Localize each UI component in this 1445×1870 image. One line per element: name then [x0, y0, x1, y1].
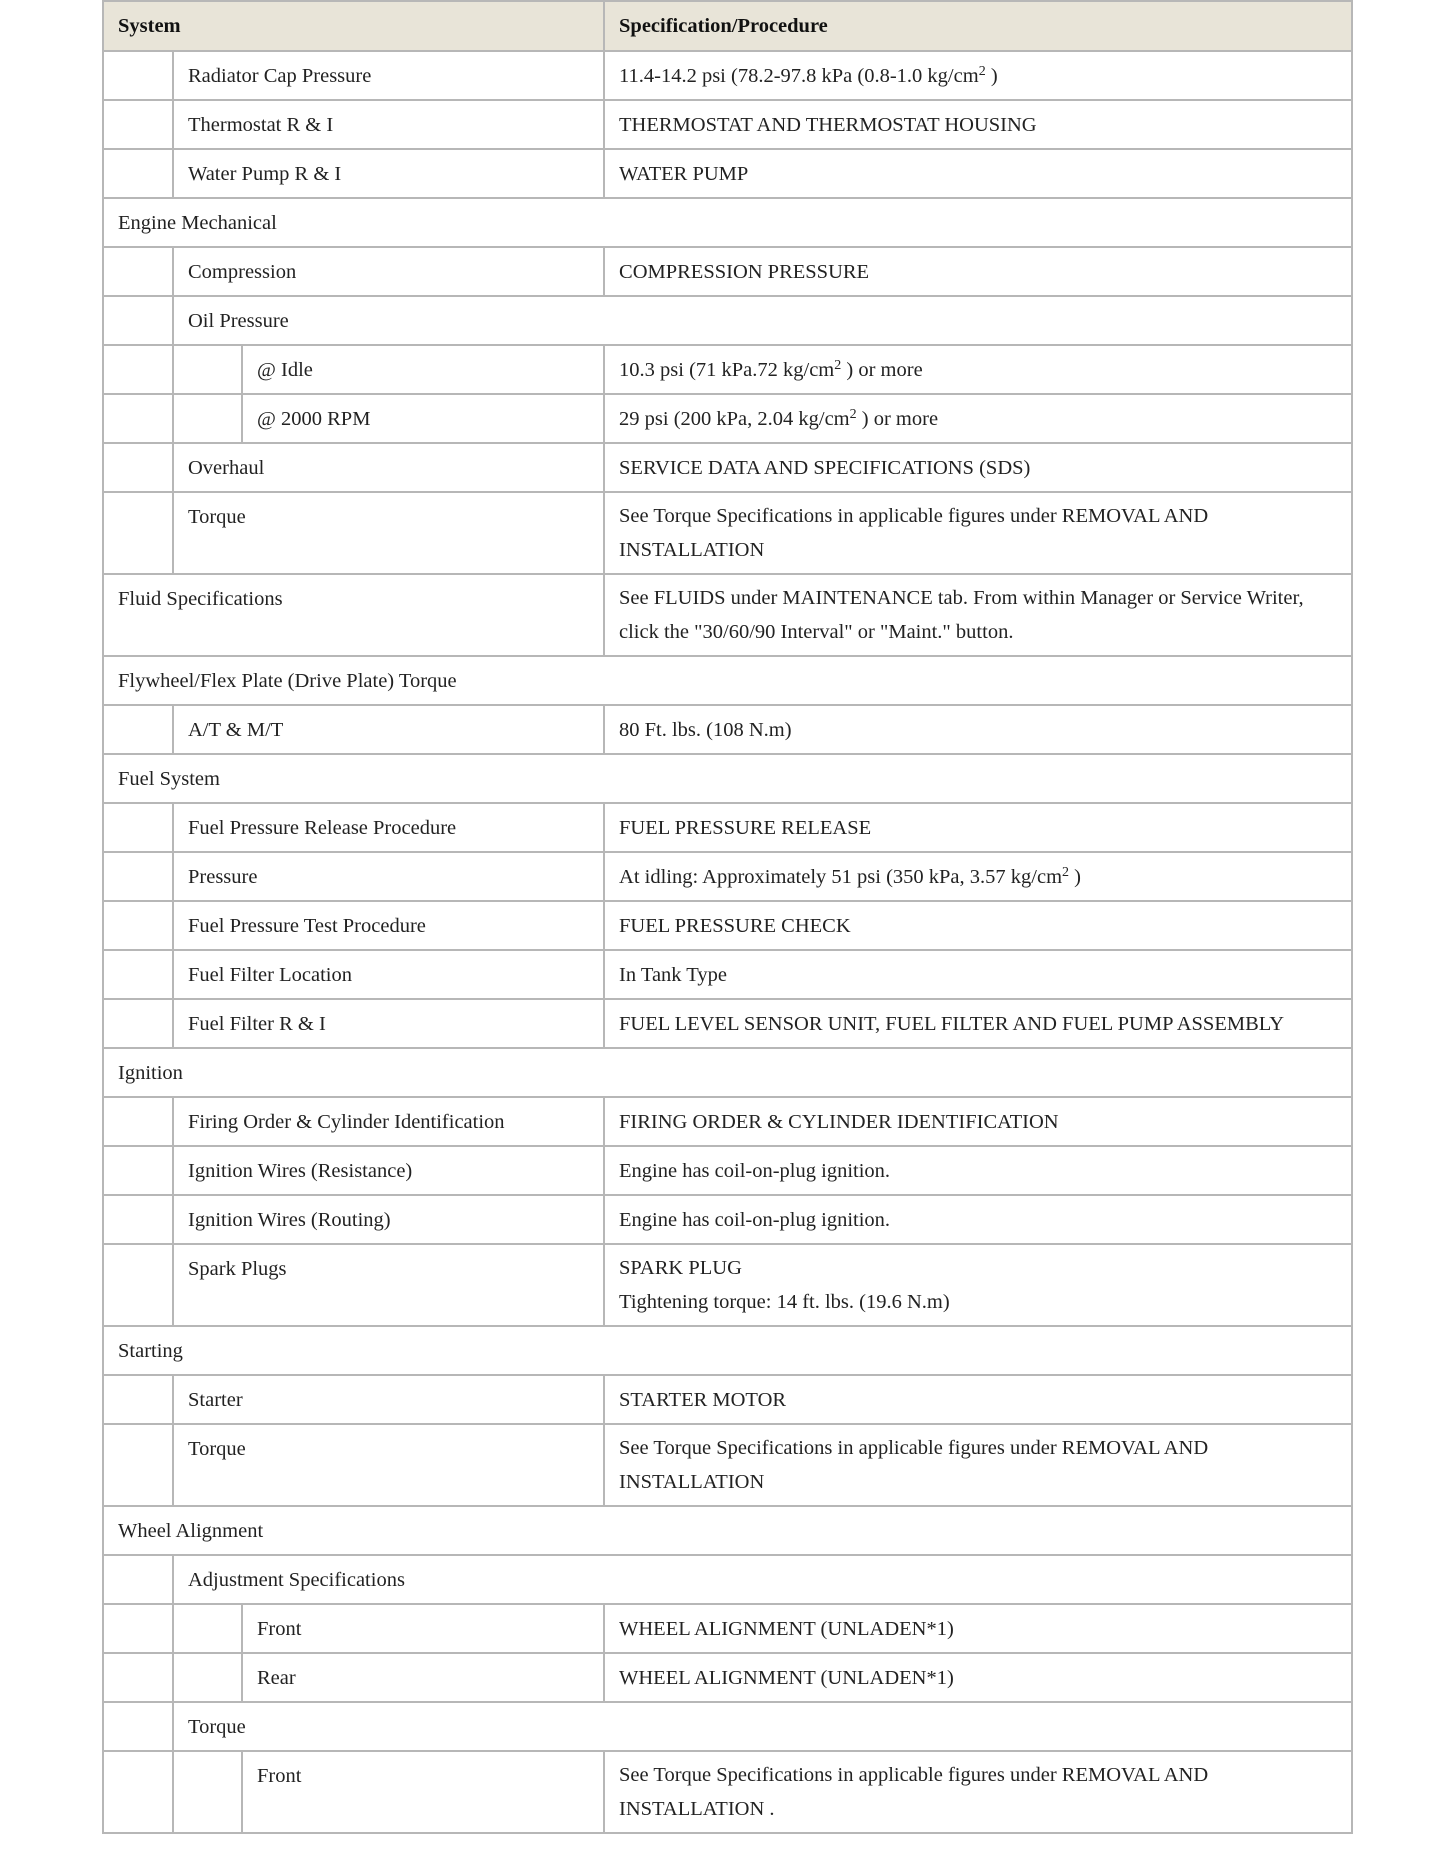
- value-text: WHEEL ALIGNMENT (UNLADEN*1): [619, 1617, 954, 1640]
- row-label: Fuel Pressure Release Procedure: [173, 803, 604, 852]
- row-value: [604, 901, 1352, 950]
- row-label: Torque: [173, 492, 604, 574]
- value-tail: ): [1069, 865, 1081, 888]
- table-row: [103, 100, 1352, 149]
- row-label: Starter: [173, 1375, 604, 1424]
- row-label: Engine Mechanical: [103, 198, 1352, 247]
- row-value: [604, 51, 1352, 100]
- indent-cell: [103, 100, 173, 149]
- table-row: [103, 1751, 1352, 1833]
- indent-cell: [103, 705, 173, 754]
- value-superscript: 2: [1062, 864, 1070, 880]
- spec-table: [102, 0, 1353, 1834]
- table-row: [103, 1375, 1352, 1424]
- row-label: Starting: [103, 1326, 1352, 1375]
- value-text: At idling: Approximately 51 psi (350 kPa, 3.57 kg/cm: [619, 865, 1063, 888]
- row-label: Pressure: [173, 852, 604, 901]
- value-text: FUEL PRESSURE CHECK: [619, 914, 851, 937]
- indent-cell: [103, 492, 173, 574]
- row-value: [604, 1097, 1352, 1146]
- value-text: STARTER MOTOR: [619, 1388, 787, 1411]
- row-label: Fluid Specifications: [103, 574, 604, 656]
- row-label: @ Idle: [242, 345, 604, 394]
- value-text: See Torque Specifications in applicable figures under REMOVAL AND INSTALLATION: [619, 1437, 1209, 1493]
- indent-cell: [173, 1751, 242, 1833]
- value-text: See Torque Specifications in applicable figures under REMOVAL AND INSTALLATION .: [619, 1764, 1209, 1820]
- row-value: [604, 1604, 1352, 1653]
- row-value: [604, 1244, 1352, 1326]
- table-row: [103, 1146, 1352, 1195]
- row-label: Spark Plugs: [173, 1244, 604, 1326]
- indent-cell: [103, 1702, 173, 1751]
- row-label: Water Pump R & I: [173, 149, 604, 198]
- value-tail: ) or more: [856, 407, 939, 430]
- row-label: Overhaul: [173, 443, 604, 492]
- row-label: Oil Pressure: [173, 296, 1352, 345]
- row-label: Front: [242, 1751, 604, 1833]
- table-row: [103, 950, 1352, 999]
- value-text: Engine has coil-on-plug ignition.: [619, 1208, 891, 1231]
- indent-cell: [103, 149, 173, 198]
- table-row: [103, 51, 1352, 100]
- row-value: [604, 705, 1352, 754]
- value-text: SERVICE DATA AND SPECIFICATIONS (SDS): [619, 456, 1031, 479]
- row-label: Fuel System: [103, 754, 1352, 803]
- indent-cell: [103, 1424, 173, 1506]
- row-value: [604, 247, 1352, 296]
- table-header-row: [103, 1, 1352, 51]
- indent-cell: [103, 803, 173, 852]
- value-text: WHEEL ALIGNMENT (UNLADEN*1): [619, 1666, 954, 1689]
- table-row: [103, 345, 1352, 394]
- row-value: [604, 574, 1352, 656]
- table-row: [103, 1702, 1352, 1751]
- value-line2: Tightening torque: 14 ft. lbs. (19.6 N.m): [619, 1291, 950, 1313]
- row-value: [604, 100, 1352, 149]
- row-value: [604, 443, 1352, 492]
- row-label: Wheel Alignment: [103, 1506, 1352, 1555]
- indent-cell: [103, 1146, 173, 1195]
- row-label: Front: [242, 1604, 604, 1653]
- indent-cell: [173, 345, 242, 394]
- table-row: [103, 394, 1352, 443]
- row-label: Adjustment Specifications: [173, 1555, 1352, 1604]
- value-text: THERMOSTAT AND THERMOSTAT HOUSING: [619, 113, 1037, 136]
- row-label: Fuel Pressure Test Procedure: [173, 901, 604, 950]
- indent-cell: [103, 394, 173, 443]
- table-row: [103, 492, 1352, 574]
- indent-cell: [103, 1555, 173, 1604]
- table-row: [103, 1506, 1352, 1555]
- indent-cell: [103, 901, 173, 950]
- value-text: WATER PUMP: [619, 162, 749, 185]
- indent-cell: [103, 999, 173, 1048]
- table-row: [103, 1244, 1352, 1326]
- table-row: [103, 1604, 1352, 1653]
- row-value: [604, 950, 1352, 999]
- value-text: FUEL PRESSURE RELEASE: [619, 816, 872, 839]
- table-row: [103, 852, 1352, 901]
- indent-cell: [173, 1653, 242, 1702]
- table-row: [103, 656, 1352, 705]
- value-tail: ): [985, 64, 998, 87]
- row-label: Rear: [242, 1653, 604, 1702]
- indent-cell: [103, 1751, 173, 1833]
- table-row: [103, 247, 1352, 296]
- row-label: Torque: [173, 1424, 604, 1506]
- row-value: [604, 345, 1352, 394]
- table-row: [103, 198, 1352, 247]
- indent-cell: [103, 1097, 173, 1146]
- table-body: [103, 51, 1352, 1833]
- value-text: 29 psi (200 kPa, 2.04 kg/cm: [619, 407, 850, 430]
- indent-cell: [103, 852, 173, 901]
- row-label: Firing Order & Cylinder Identification: [173, 1097, 604, 1146]
- row-value: [604, 492, 1352, 574]
- row-label: A/T & M/T: [173, 705, 604, 754]
- row-value: [604, 1146, 1352, 1195]
- row-value: [604, 999, 1352, 1048]
- table-row: [103, 803, 1352, 852]
- value-text: See FLUIDS under MAINTENANCE tab. From within Manager or Service Writer, click the "30/60/90 Interval" or "Maint." button.: [619, 587, 1304, 643]
- value-text: See Torque Specifications in applicable figures under REMOVAL AND INSTALLATION: [619, 505, 1209, 561]
- row-value: [604, 803, 1352, 852]
- table-row: [103, 705, 1352, 754]
- table-row: [103, 1195, 1352, 1244]
- row-label: Radiator Cap Pressure: [173, 51, 604, 100]
- row-value: [604, 1195, 1352, 1244]
- row-label: Thermostat R & I: [173, 100, 604, 149]
- row-value: [604, 394, 1352, 443]
- indent-cell: [173, 394, 242, 443]
- indent-cell: [103, 1604, 173, 1653]
- indent-cell: [173, 1604, 242, 1653]
- table-row: [103, 574, 1352, 656]
- table-row: [103, 1653, 1352, 1702]
- value-superscript: 2: [834, 357, 842, 373]
- row-label: Ignition: [103, 1048, 1352, 1097]
- indent-cell: [103, 1244, 173, 1326]
- table-row: [103, 149, 1352, 198]
- row-value: [604, 1424, 1352, 1506]
- table-row: [103, 443, 1352, 492]
- indent-cell: [103, 247, 173, 296]
- table-row: [103, 1326, 1352, 1375]
- value-superscript: 2: [849, 406, 857, 422]
- indent-cell: [103, 296, 173, 345]
- indent-cell: [103, 1375, 173, 1424]
- indent-cell: [103, 443, 173, 492]
- row-value: [604, 1653, 1352, 1702]
- header-spec: Specification/Procedure: [604, 1, 1352, 51]
- value-superscript: 2: [978, 63, 986, 79]
- row-value: [604, 149, 1352, 198]
- row-value: [604, 1375, 1352, 1424]
- value-text: FUEL LEVEL SENSOR UNIT, FUEL FILTER AND FUEL PUMP ASSEMBLY: [619, 1012, 1285, 1035]
- table-row: [103, 296, 1352, 345]
- table-row: [103, 1097, 1352, 1146]
- value-text: 11.4-14.2 psi (78.2-97.8 kPa (0.8-1.0 kg/cm: [619, 64, 979, 87]
- table-row: [103, 901, 1352, 950]
- row-label: Fuel Filter R & I: [173, 999, 604, 1048]
- row-label: Ignition Wires (Resistance): [173, 1146, 604, 1195]
- header-system: System: [103, 1, 604, 51]
- indent-cell: [103, 345, 173, 394]
- indent-cell: [103, 1653, 173, 1702]
- table-row: [103, 1424, 1352, 1506]
- value-text: SPARK PLUG: [619, 1257, 742, 1279]
- value-text: In Tank Type: [619, 963, 727, 986]
- row-value: [604, 852, 1352, 901]
- row-label: Flywheel/Flex Plate (Drive Plate) Torque: [103, 656, 1352, 705]
- value-tail: ) or more: [841, 358, 923, 381]
- value-text: COMPRESSION PRESSURE: [619, 260, 870, 283]
- row-label: Fuel Filter Location: [173, 950, 604, 999]
- row-label: @ 2000 RPM: [242, 394, 604, 443]
- value-text: 10.3 psi (71 kPa.72 kg/cm: [619, 358, 835, 381]
- table-row: [103, 1555, 1352, 1604]
- row-label: Ignition Wires (Routing): [173, 1195, 604, 1244]
- table-row: [103, 754, 1352, 803]
- table-row: [103, 1048, 1352, 1097]
- indent-cell: [103, 1195, 173, 1244]
- row-label: Compression: [173, 247, 604, 296]
- value-text: FIRING ORDER & CYLINDER IDENTIFICATION: [619, 1110, 1059, 1133]
- row-value: [604, 1751, 1352, 1833]
- indent-cell: [103, 51, 173, 100]
- table-row: [103, 999, 1352, 1048]
- row-label: Torque: [173, 1702, 1352, 1751]
- value-text: 80 Ft. lbs. (108 N.m): [619, 718, 792, 741]
- indent-cell: [103, 950, 173, 999]
- value-text: Engine has coil-on-plug ignition.: [619, 1159, 891, 1182]
